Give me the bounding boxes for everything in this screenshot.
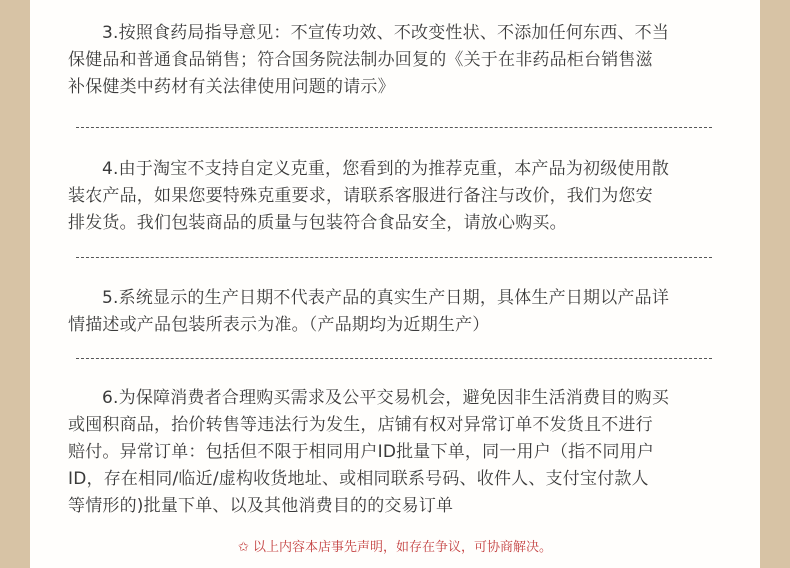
notice-3-line-1: 3.按照食药局指导意见：不宣传功效、不改变性状、不添加任何东西、不当 [102, 23, 670, 43]
dashed-divider [76, 127, 712, 128]
notice-5-line-1: 5.系统显示的生产日期不代表产品的真实生产日期，具体生产日期以产品详 [102, 288, 670, 308]
notice-4-line-3: 排发货。我们包装商品的质量与包装符合食品安全，请放心购买。 [68, 213, 567, 233]
notice-6-line-3: 赔付。异常订单：包括但不限于相同用户ID批量下单，同一用户（指不同用户 [68, 442, 655, 462]
notice-4-line-1: 4.由于淘宝不支持自定义克重，您看到的为推荐克重，本产品为初级使用散 [102, 159, 670, 179]
disclaimer-text: 以上内容本店事先声明，如存在争议，可协商解决。 [252, 540, 552, 555]
notice-3-line-2: 保健品和普通食品销售；符合国务院法制办回复的《关于在非药品柜台销售滋 [68, 50, 653, 70]
disclaimer-footer [30, 536, 760, 555]
notice-panel [30, 0, 760, 568]
star-icon: ✩ [238, 540, 249, 555]
dashed-divider [76, 358, 712, 359]
notice-6 [68, 385, 732, 520]
notice-5 [68, 285, 732, 339]
notice-5-line-2: 情描述或产品包装所表示为准。（产品期均为近期生产） [68, 315, 490, 335]
notice-4-line-2: 装农产品，如果您要特殊克重要求，请联系客服进行备注与改价，我们为您安 [68, 186, 653, 206]
dashed-divider [76, 257, 712, 258]
notice-6-line-1: 6.为保障消费者合理购买需求及公平交易机会，避免因非生活消费目的购买 [102, 388, 670, 408]
notice-6-line-5: 等情形的)批量下单、以及其他消费目的的交易订单 [68, 496, 454, 516]
notice-6-line-4: ID，存在相同/临近/虚构收货地址、或相同联系号码、收件人、支付宝付款人 [68, 469, 649, 489]
notice-3-line-3: 补保健类中药材有关法律使用问题的请示》 [68, 77, 395, 97]
notice-6-line-2: 或囤积商品，抬价转售等违法行为发生，店铺有权对异常订单不发货且不进行 [68, 415, 653, 435]
notice-3 [68, 20, 732, 101]
notice-4 [68, 156, 732, 237]
